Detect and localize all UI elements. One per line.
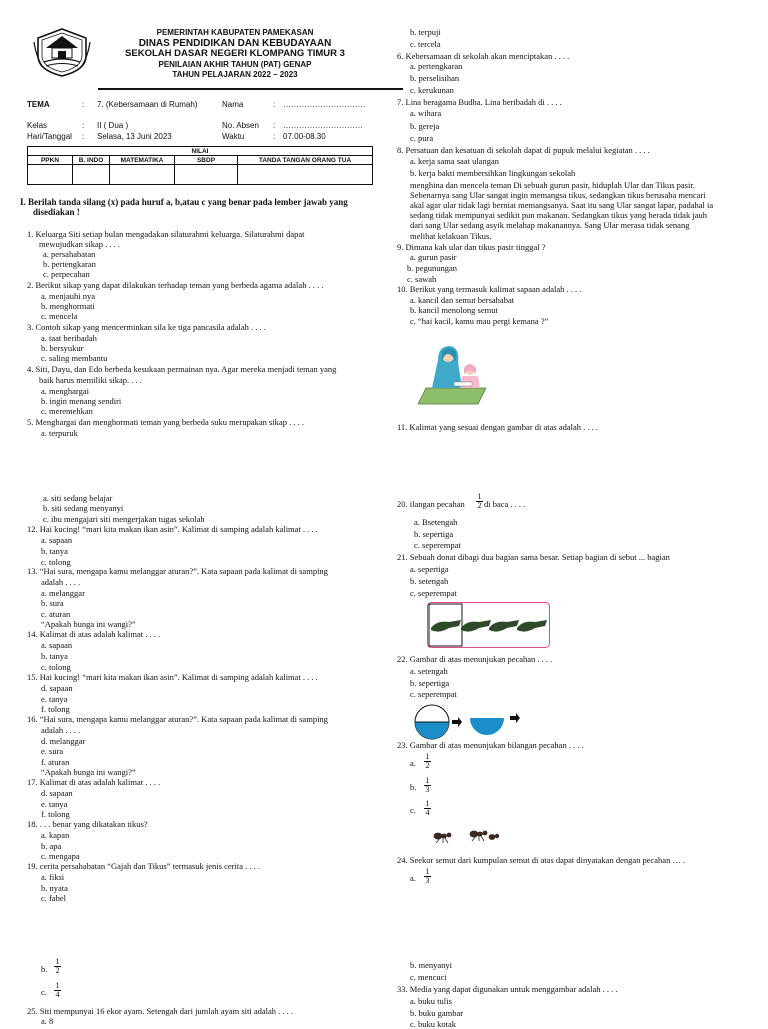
story-line: akal agar ular tidak lagi berniat memangsanya. Saat itu sang Ular sangat lapar, padahal ia xyxy=(410,200,714,210)
score-col-sbdp: SBDP xyxy=(175,156,238,165)
fraction-one-half xyxy=(476,493,483,510)
answer-option[interactable]: c. seperempat xyxy=(410,689,457,699)
colon: : xyxy=(82,100,85,109)
answer-option[interactable]: b. kerja bakti membersihkan lingkungan sekolah xyxy=(410,168,576,178)
answer-option[interactable]: d. sapaan xyxy=(41,788,73,798)
answer-option[interactable]: a. melanggar xyxy=(41,588,85,598)
answer-option[interactable]: b. setengah xyxy=(410,576,449,586)
question-line: 17. Kalimat di atas adalah kalimat . . . . xyxy=(27,777,161,787)
answer-option[interactable]: e. tanya xyxy=(41,799,68,809)
question-line: baik harus memiliki sikap. . . . xyxy=(39,375,142,385)
question-line: mewujudkan sikap . . . . xyxy=(39,239,120,249)
question-line: 18. . . . benar yang dikatakan tikus? xyxy=(27,819,148,829)
score-col-matematika: MATEMATIKA xyxy=(110,156,175,165)
question-20-pre: 20. ilangan pecahan xyxy=(397,499,465,509)
answer-option[interactable]: b. pertengkaran xyxy=(43,259,96,269)
option-letter[interactable]: c. xyxy=(410,805,416,815)
denominator: 2 xyxy=(425,761,430,770)
colon: : xyxy=(273,132,276,141)
answer-option[interactable]: c. tolong xyxy=(41,662,71,672)
ants-illustration xyxy=(430,824,502,846)
answer-option[interactable]: a. Bsetengah xyxy=(414,517,458,527)
score-table xyxy=(27,146,373,185)
crocodile-group-illustration xyxy=(427,602,551,648)
instruction-line2: disediakan ! xyxy=(33,207,80,217)
answer-option[interactable]: a. 8 xyxy=(41,1016,54,1026)
instruction-line1: I. Berilah tanda silang (x) pada huruf a, b,atau c yang benar pada lember jawab yang xyxy=(20,197,348,207)
numerator: 1 xyxy=(425,867,430,876)
answer-option[interactable]: a. persahabatan xyxy=(43,249,96,259)
question-line: 7. Lina beragama Budha. Lina beribadah di . . . . xyxy=(397,97,562,107)
question-22: 22. Gambar di atas menunjukan pecahan . . . . xyxy=(397,654,553,664)
answer-option[interactable]: a. kapan xyxy=(41,830,70,840)
answer-option[interactable]: b. buku gambar xyxy=(410,1008,464,1018)
answer-option[interactable]: c. pura xyxy=(410,133,434,143)
question-line: 4. Siti, Dayu, dan Edo berbeda kesukaan permainan nya. Agar mereka menjadi teman yang xyxy=(27,364,337,374)
question-line: 19. cerita persahabatan “Gajah dan Tikus” termasuk jenis cerita . . . . xyxy=(27,861,260,871)
denominator: 4 xyxy=(425,808,430,817)
answer-option[interactable]: a. sepertiga xyxy=(410,564,449,574)
answer-option[interactable]: b. terpuji xyxy=(410,27,441,37)
mother-child-illustration xyxy=(416,340,488,408)
answer-option[interactable]: c. seperempat xyxy=(410,588,457,598)
colon: : xyxy=(82,121,85,130)
numerator: 1 xyxy=(425,752,430,761)
absen-field: ………………………… xyxy=(283,121,363,130)
answer-option[interactable]: c. sawah xyxy=(407,274,437,284)
score-cell[interactable] xyxy=(28,165,73,185)
answer-option[interactable]: c. ibu mengajari siti mengerjakan tugas sekolah xyxy=(43,514,205,524)
answer-option[interactable]: c. seperempat xyxy=(414,540,461,550)
option-letter[interactable]: b. xyxy=(41,964,48,974)
answer-option[interactable]: b. siti sedang menyanyi xyxy=(43,503,124,513)
score-col-ppkn: PPKN xyxy=(28,156,73,165)
answer-option[interactable]: b. gereja xyxy=(410,121,440,131)
denominator: 3 xyxy=(425,785,430,794)
answer-option[interactable]: c. mengapa xyxy=(41,851,80,861)
answer-option[interactable]: c. perpecahan xyxy=(43,269,90,279)
answer-option[interactable]: a. siti sedang belajar xyxy=(43,493,113,503)
question-24: 24. Seekor semut dari kumpulan semut di atas dapat dinyatakan dengan pecahan … . xyxy=(397,855,686,865)
numerator: 1 xyxy=(425,799,430,808)
option-letter[interactable]: a. xyxy=(410,873,416,883)
story-line: dari sang Ular sedang asyik melahap makanannya. Sang Ular merasa tidak senang xyxy=(410,220,690,230)
question-33: 33. Media yang dapat digunakan untuk menggambar adalah . . . . xyxy=(397,984,618,994)
colon: : xyxy=(273,100,276,109)
absen-label: No. Absen xyxy=(222,121,259,130)
question-line: adalah . . . . xyxy=(41,725,81,735)
half-circle-illustration xyxy=(412,703,524,741)
answer-option[interactable]: a. taat beribadah xyxy=(41,333,97,343)
header-exam: PENILAIAN AKHIR TAHUN (PAT) GENAP xyxy=(158,60,312,69)
question-21: 21. Sebuah donat dibagi dua bagian sama besar. Setiap bagian di sebut ... bagian xyxy=(397,552,670,562)
denominator: 3 xyxy=(425,876,430,885)
answer-option[interactable]: a. menghargai xyxy=(41,386,89,396)
answer-option[interactable]: c. meremehkan xyxy=(41,406,93,416)
fraction-one-third xyxy=(424,868,431,885)
question-line: 8. Persatuan dan kesatuan di sekolah dapat di pupuk melalui kegiatan . . . . xyxy=(397,145,650,155)
answer-option[interactable]: d. melanggar xyxy=(41,736,86,746)
answer-option[interactable]: d. sapaan xyxy=(41,683,73,693)
answer-option[interactable]: c. mencuci xyxy=(410,972,447,982)
fraction-one-quarter xyxy=(54,982,61,999)
question-line: 10. Berikut yang termasuk kalimat sapaan adalah . . . . xyxy=(397,284,582,294)
answer-option[interactable]: b. pegunungan xyxy=(407,263,458,273)
numerator: 1 xyxy=(55,981,60,990)
answer-option[interactable]: b. kancil menolong semut xyxy=(410,305,498,315)
question-line: 16. “Hai sura, mengapa kamu melanggar aturan?”. Kata sapaan pada kalimat di samping xyxy=(27,714,328,724)
question-23: 23. Gambar di atas menunjukan bilangan pecahan . . . . xyxy=(397,740,584,750)
answer-option[interactable]: a. fiksi xyxy=(41,872,65,882)
story-line: sedang tidak mempunyai sedikit pun makanan. Sedangkan tikus yang berada tidak jauh xyxy=(410,210,707,220)
answer-option[interactable]: a. gurun pasir xyxy=(410,252,457,262)
question-line: adalah . . . . xyxy=(41,577,81,587)
answer-option[interactable]: f. tolong xyxy=(41,809,70,819)
answer-option[interactable]: a. kerja sama saat ulangan xyxy=(410,156,499,166)
option-letter[interactable]: a. xyxy=(410,758,416,768)
denominator: 4 xyxy=(55,990,60,999)
answer-option[interactable]: e. sura xyxy=(41,746,64,756)
quoted-sentence: “Apakah bunga ini wangi?” xyxy=(41,767,136,777)
story-line: menghina dan mencela teman Di sebuah gurun pasir, hiduplah Ular dan Tikus pasir. xyxy=(410,180,695,190)
header-school: SEKOLAH DASAR NEGERI KLOMPANG TIMUR 3 xyxy=(125,48,345,59)
header-year: TAHUN PELAJARAN 2022 – 2023 xyxy=(172,70,298,79)
fraction-one-quarter xyxy=(424,800,431,817)
story-line: Sebenarnya sang Ular sangat ingin memangsa tikus, sedangkan tikus berusaha mencari xyxy=(410,190,706,200)
hari-label: Hari/Tanggal xyxy=(27,132,72,141)
header-government: PEMERINTAH KABUPATEN PAMEKASAN xyxy=(156,28,314,37)
question-line: 5. Menghargai dan menghormati teman yang berbeda suku merupakan sikap . . . . xyxy=(27,417,304,427)
answer-option[interactable]: c. aturan xyxy=(41,609,71,619)
fraction-one-half xyxy=(424,753,431,770)
answer-option[interactable]: c. saling membantu xyxy=(41,353,108,363)
score-cell[interactable] xyxy=(110,165,175,185)
answer-option[interactable]: b. ingin menang sendiri xyxy=(41,396,122,406)
question-line: 9. Dimana kah ular dan tikus pasir tinggal ? xyxy=(397,242,546,252)
kelas-value: II ( Dua ) xyxy=(97,121,129,130)
answer-option[interactable]: a. menjauhi nya xyxy=(41,291,96,301)
waktu-value: 07.00-08.30 xyxy=(283,132,326,141)
question-line: 2. Berikut sikap yang dapat dilakukan terhadap teman yang berbeda agama adalah . . . . xyxy=(27,280,324,290)
answer-option[interactable]: b. menghormati xyxy=(41,301,95,311)
score-cell[interactable] xyxy=(175,165,238,185)
tema-label: TEMA xyxy=(27,100,50,109)
hari-value: Selasa, 13 Juni 2023 xyxy=(97,132,172,141)
tema-value: 7. (Kebersamaan di Rumah) xyxy=(97,100,198,109)
waktu-label: Waktu xyxy=(222,132,245,141)
header-divider xyxy=(98,88,403,90)
answer-option[interactable]: c. “hai kacil, kamu mau pergi kemana ?” xyxy=(410,316,549,326)
header-department: DINAS PENDIDIKAN DAN KEBUDAYAAN xyxy=(138,38,332,49)
numerator: 1 xyxy=(425,776,430,785)
question-25: 25. Siti mempunyai 16 ekor ayam. Setengah dari jumlah ayam siti adalah . . . . xyxy=(27,1006,294,1016)
nama-label: Nama xyxy=(222,100,244,109)
answer-option[interactable]: a. sapaan xyxy=(41,640,73,650)
score-col-signature: TANDA TANGAN ORANG TUA xyxy=(238,156,373,165)
colon: : xyxy=(82,132,85,141)
answer-option[interactable]: b. tanya xyxy=(41,651,68,661)
fraction-one-third xyxy=(424,777,431,794)
option-letter[interactable]: b. xyxy=(410,782,417,792)
answer-option[interactable]: e. tanya xyxy=(41,694,68,704)
answer-option[interactable]: c. mencela xyxy=(41,311,78,321)
question-line: 14. Kalimat di atas adalah kalimat . . . . xyxy=(27,629,161,639)
answer-option[interactable]: c. kerukunan xyxy=(410,85,454,95)
answer-option[interactable]: a. kancil dan semut bersahabat xyxy=(410,295,515,305)
answer-option[interactable]: a. buku tulis xyxy=(410,996,452,1006)
answer-option[interactable]: b. nyata xyxy=(41,883,68,893)
story-line: melihat kelakuan Tikus. xyxy=(410,231,492,241)
answer-option[interactable]: b. menyanyi xyxy=(410,960,453,970)
denominator: 2 xyxy=(55,966,60,975)
answer-option[interactable]: c. tercela xyxy=(410,39,441,49)
question-line: 15. Hai kucing! “mari kita makan ikan asin”. Kalimat di samping adalah kalimat . . . . xyxy=(27,672,318,682)
question-20-post: di baca . . . . xyxy=(484,499,526,509)
quoted-sentence: “Apakah bunga ini wangi?” xyxy=(41,619,136,629)
numerator: 1 xyxy=(477,492,482,501)
answer-option[interactable]: a. sapaan xyxy=(41,535,73,545)
answer-option[interactable]: a. wihara xyxy=(410,108,442,118)
answer-option[interactable]: a. pertengkaran xyxy=(410,61,463,71)
colon: : xyxy=(273,121,276,130)
nama-field: …………………………. xyxy=(283,100,366,109)
score-col-bindo: B. INDO xyxy=(73,156,110,165)
option-letter[interactable]: c. xyxy=(41,987,47,997)
question-line: 1. Keluarga Siti setiap bulan mengadakan silaturahmi keluarga. Silaturahmi dapat xyxy=(27,229,305,239)
score-table-title: NILAI xyxy=(28,147,373,156)
answer-option[interactable]: f. aturan xyxy=(41,757,70,767)
kelas-label: Kelas xyxy=(27,121,48,130)
score-cell[interactable] xyxy=(73,165,110,185)
answer-option[interactable]: c. buku kotak xyxy=(410,1019,457,1029)
answer-option[interactable]: b. perselisihan xyxy=(410,73,460,83)
answer-option[interactable]: a. terpuruk xyxy=(41,428,78,438)
answer-option[interactable]: b. tanya xyxy=(41,546,68,556)
answer-option[interactable]: b. sepertiga xyxy=(410,678,450,688)
answer-option[interactable]: c. tolong xyxy=(41,557,71,567)
answer-option[interactable]: a. setengah xyxy=(410,666,448,676)
question-line: 3. Contoh sikap yang mencerminkan sila ke tiga pancasila adalah . . . . xyxy=(27,322,266,332)
numerator: 1 xyxy=(55,957,60,966)
answer-option[interactable]: c. fabel xyxy=(41,893,67,903)
fraction-one-half xyxy=(54,958,61,975)
answer-option[interactable]: f. tolong xyxy=(41,704,70,714)
answer-option[interactable]: b. sepertiga xyxy=(414,529,454,539)
answer-option[interactable]: b. sura xyxy=(41,598,64,608)
question-line: 6. Kebersamaan di sekolah akan menciptakan . . . . xyxy=(397,51,570,61)
question-11: 11. Kalimat yang sesuai dengan gambar di atas adalah . . . . xyxy=(397,422,599,432)
answer-option[interactable]: b. bersyukur xyxy=(41,343,84,353)
denominator: 2 xyxy=(477,501,482,510)
answer-option[interactable]: b. apa xyxy=(41,841,62,851)
question-line: 13. “Hai sura, mengapa kamu melanggar aturan?”. Kata sapaan pada kalimat di samping xyxy=(27,566,328,576)
question-line: 12. Hai kucing! “mari kita makan ikan asin”. Kalimat di samping adalah kalimat . . . . xyxy=(27,524,318,534)
score-cell[interactable] xyxy=(238,165,373,185)
